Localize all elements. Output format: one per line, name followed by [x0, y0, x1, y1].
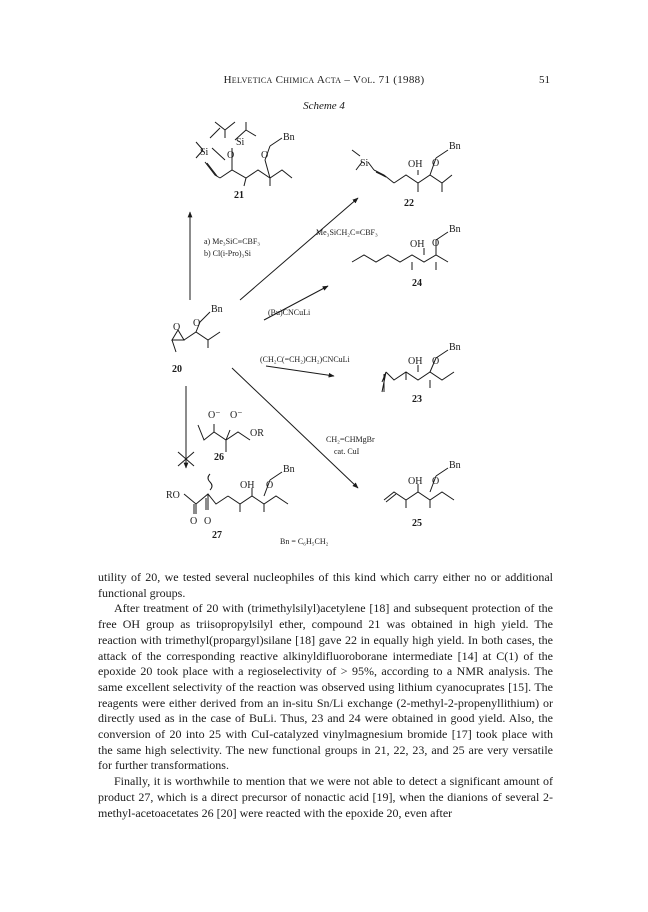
atom-o-23: O — [432, 356, 440, 367]
atom-o-27c: O — [266, 480, 274, 491]
atom-oh-27: OH — [240, 480, 255, 491]
compound-label-23: 23 — [412, 394, 422, 405]
compound-label-20: 20 — [172, 364, 182, 375]
atom-bn-22: Bn — [449, 141, 461, 152]
atom-oh-22: OH — [408, 159, 423, 170]
atom-o-21b: O — [261, 150, 269, 161]
atom-o-25: O — [432, 476, 440, 487]
atom-oh-23: OH — [408, 356, 423, 367]
arrow-20-to-22 — [240, 198, 358, 300]
atom-si-21: Si — [236, 137, 245, 148]
page-header — [0, 74, 648, 90]
body-text — [98, 570, 553, 821]
compound-label-26: 26 — [214, 452, 224, 463]
structure-22 — [352, 150, 452, 192]
arrow-20-to-23 — [266, 366, 334, 376]
atom-bn-24: Bn — [449, 224, 461, 235]
compound-label-25: 25 — [412, 518, 422, 529]
paragraph-1: utility of 20, we tested several nucleophiles of this kind which carry either no or additional functional groups. — [98, 570, 553, 600]
atom-bn-20: Bn — [211, 304, 223, 315]
compound-label-22: 22 — [404, 198, 414, 209]
structure-25 — [384, 468, 454, 508]
reagent-b: b) Cl(i-Pro)₃Si — [204, 249, 252, 258]
bn-definition: Bn = C₆H₅CH₂ — [280, 537, 329, 546]
structure-26 — [198, 424, 250, 452]
atom-oh-24: OH — [410, 239, 425, 250]
atom-o-21a: O — [227, 150, 235, 161]
atom-si-21b: Si — [200, 147, 209, 158]
reaction-scheme — [0, 110, 648, 555]
atom-o-22: O — [432, 158, 440, 169]
scheme-title: Scheme 4 — [303, 100, 345, 112]
atom-ominus-26a: O⁻ — [208, 410, 221, 421]
structure-21 — [196, 122, 292, 186]
paragraph-3: Finally, it is worthwhile to mention that we were not able to detect a significant amount of product 27, which is a direct precursor of nonactic acid [19], when the dianions of several 2-methyl-acetoacetates 26 [20] were reacted with the epoxide 20, even after — [98, 774, 553, 820]
atom-oh-25: OH — [408, 476, 423, 487]
atom-o-20b: O — [193, 318, 201, 329]
atom-bn-25: Bn — [449, 460, 461, 471]
atom-o-24: O — [432, 238, 440, 249]
atom-ro-27: RO — [166, 490, 180, 501]
compound-label-27: 27 — [212, 530, 222, 541]
reagent-23: (CH₂C(=CH₂)CH₂)CNCuLi — [260, 355, 350, 364]
reagent-22: Me₃SiCH₂C≡CBF₃ — [316, 228, 378, 237]
reagent-25a: CH₂=CHMgBr — [326, 435, 375, 444]
paragraph-2: After treatment of 20 with (trimethylsilyl)acetylene [18] and subsequent protection of the free OH group as triisopropylsilyl ether, compound 21 was obtained in high yield. The reaction with trimethyl(propargyl)silane [18] gave 22 in equally high yield. In both cases, the attack of the corresponding reactive alkinyldifluoroborane intermediate [14] at C(1) of the epoxide 20 took place with a regioselectivity of > 95%, according to a NMR analysis. The same excellent selectivity of the reaction was observed using lithium cyanocuprates [15]. The reagents were either derived from an in-situ Sn/Li exchange (2-methyl-2-propenyllithium) or directly used as in the case of BuLi. Thus, 23 and 24 were obtained in good yield. Also, the conversion of 20 into 25 with CuI-catalyzed vinylmagnesium bromide [17] took place with the same high selectivity. The new functional groups in 21, 22, 23, and 25 are very versatile for further transformations. — [98, 601, 553, 773]
reagent-25b: cat. CuI — [334, 447, 360, 456]
atom-bn-23: Bn — [449, 342, 461, 353]
structure-27 — [184, 472, 288, 514]
atom-o-27a: O — [190, 516, 198, 527]
compound-label-24: 24 — [412, 278, 422, 289]
atom-ominus-26b: O⁻ — [230, 410, 243, 421]
atom-o-20a: O — [173, 322, 181, 333]
compound-label-21: 21 — [234, 190, 244, 201]
atom-or-26: OR — [250, 428, 264, 439]
page-number: 51 — [539, 74, 550, 86]
atom-o-27b: O — [204, 516, 212, 527]
atom-bn-27: Bn — [283, 464, 295, 475]
reagent-a: a) Me₃SiC≡CBF₃ — [204, 237, 261, 246]
journal-running-title: Helvetica Chimica Acta – Vol. 71 (1988) — [223, 74, 425, 86]
reagent-24: (Bu)CNCuLi — [268, 308, 311, 317]
atom-si-22: Si — [360, 158, 369, 169]
atom-bn-21: Bn — [283, 132, 295, 143]
